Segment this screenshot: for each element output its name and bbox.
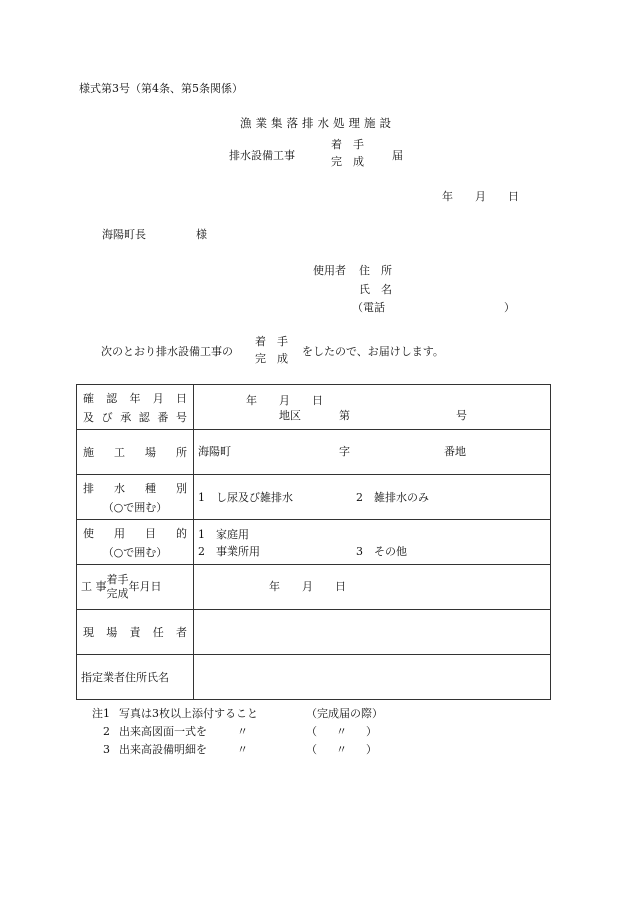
value-construction-date[interactable] [194,565,551,610]
label-confirmation [77,385,194,430]
district-label: 地区 [279,409,301,422]
site-aza: 字 [339,445,350,458]
row-contractor [77,655,551,700]
note-3-ditto: 〃 [237,743,248,756]
title-option-start: 着 手 [331,138,364,151]
statement-prefix: 次のとおり排水設備工事の [101,345,233,358]
statement-option-complete: 完 成 [255,352,288,365]
construction-date: 年 月 日 [269,580,346,593]
note-2-paren-open: （ [306,725,317,738]
addressee-name: 海陽町長 [102,228,146,241]
usage-option-2[interactable]: 2 事業所用 [198,545,260,558]
note-3-paren-ditto: 〃 [336,743,347,756]
site-town: 海陽町 [198,445,231,458]
note-2-paren-close: ） [366,725,377,738]
addressee-honorific: 様 [196,228,207,241]
document-title-line1: 漁業集落排水処理施設 [240,116,395,130]
drainage-option-2[interactable]: 2 雑排水のみ [356,491,429,504]
row-confirmation-date [77,385,551,430]
applicant-role-label: 使用者 [313,264,346,277]
note-3-paren-close: ） [366,743,377,756]
label-confirmation-line1: 確 認 年 月 日 [83,391,187,405]
label-usage-purpose: 使 用 目 的 （○で囲む） [77,520,194,565]
title-suffix: 届 [392,149,403,162]
label-drainage-type-sub: （○で囲む） [102,500,168,514]
label-confirmation-line2: 及 び 承 認 番 号 [83,410,187,424]
form-number: 様式第3号（第4条、第5条関係） [79,82,243,95]
value-site-manager[interactable] [194,610,551,655]
approval-number-dai: 第 [339,409,350,422]
applicant-address-label: 住 所 [359,264,392,277]
note-3-text: 出来高設備明細を [119,743,207,756]
usage-option-3[interactable]: 3 その他 [356,545,407,558]
confirmation-date: 年 月 日 [246,394,323,407]
application-table [76,384,551,700]
submission-date: 年 月 日 [442,190,519,203]
statement-suffix: をしたので、お届けします。 [302,345,444,358]
row-drainage-type [77,475,551,520]
usage-option-1[interactable]: 1 家庭用 [198,528,249,541]
title-option-complete: 完 成 [331,155,364,168]
note-2-text: 出来高図面一式を [119,725,207,738]
note-1-prefix: 注1 [92,707,110,720]
value-usage-purpose[interactable] [194,520,551,565]
value-drainage-type[interactable] [194,475,551,520]
note-2-number: 2 [103,725,110,738]
applicant-phone-close: ） [504,301,515,314]
note-1-paren: （完成届の際） [306,707,383,720]
applicant-name-label: 氏 名 [359,283,392,296]
note-3-paren-open: （ [306,743,317,756]
label-usage-purpose-sub: （○で囲む） [102,545,168,559]
drainage-option-1[interactable]: 1 し尿及び雑排水 [198,491,293,504]
row-site-manager [77,610,551,655]
note-1-text: 写真は3枚以上添付すること [119,707,258,720]
label-drainage-type: 排 水 種 別 （○で囲む） [77,475,194,520]
row-construction-site [77,430,551,475]
label-contractor: 指定業者住所氏名 [77,655,194,700]
note-3-number: 3 [103,743,110,756]
applicant-phone-open: （電話 [352,301,385,314]
label-site-manager: 現 場 責 任 者 [77,610,194,655]
note-2-paren-ditto: 〃 [336,725,347,738]
approval-number-go: 号 [456,409,467,422]
row-construction-date [77,565,551,610]
label-construction-site: 施 工 場 所 [77,430,194,475]
value-construction-site[interactable] [194,430,551,475]
site-banchi: 番地 [444,445,466,458]
note-2-ditto: 〃 [237,725,248,738]
row-usage-purpose [77,520,551,565]
value-confirmation[interactable] [194,385,551,430]
statement-option-start: 着 手 [255,335,288,348]
value-contractor[interactable] [194,655,551,700]
title-prefix: 排水設備工事 [229,149,295,162]
label-construction-date: 工 事着手 完成年月日 [77,565,194,610]
